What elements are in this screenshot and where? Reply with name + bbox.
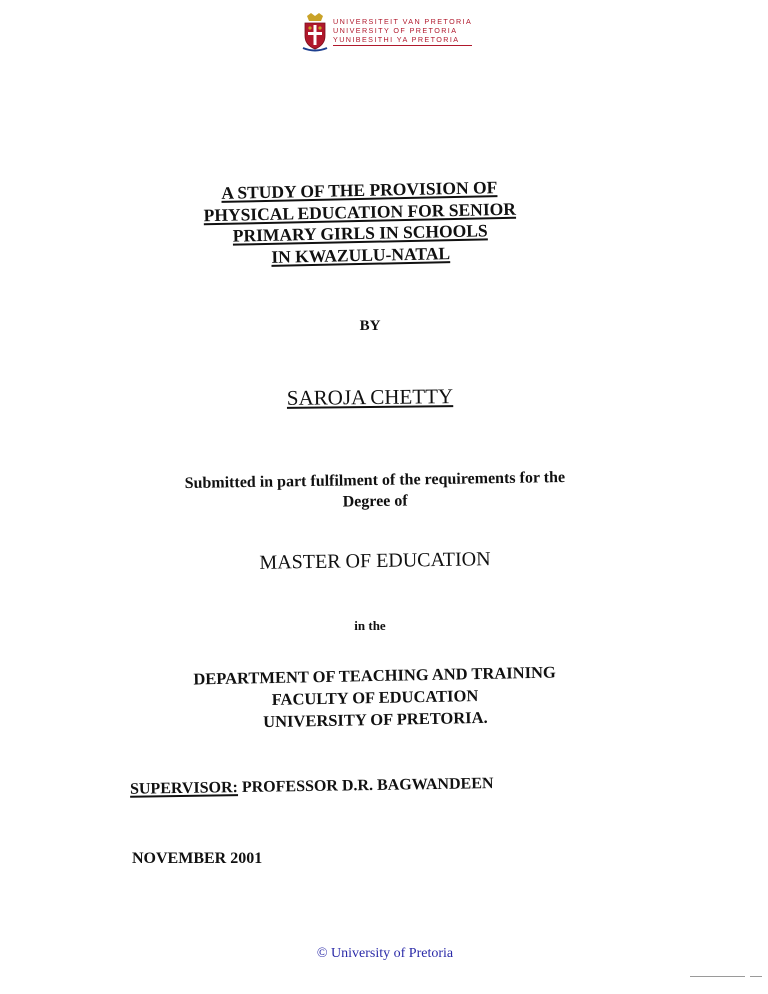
submission-line: Submitted in part fulfilment of the requirements for the — [184, 469, 566, 492]
department-line: DEPARTMENT OF TEACHING AND TRAINING — [193, 662, 556, 689]
thesis-title — [159, 176, 561, 270]
title-line: PHYSICAL EDUCATION FOR SENIOR — [203, 198, 517, 225]
department-line: UNIVERSITY OF PRETORIA. — [263, 707, 488, 732]
by-label: BY — [359, 318, 381, 334]
university-name-afrikaans: UNIVERSITEIT VAN PRETORIA — [333, 17, 473, 26]
university-name-sepedi: YUNIBESITHI YA PRETORIA — [333, 35, 472, 46]
department-block — [139, 660, 610, 735]
university-name-english: UNIVERSITY OF PRETORIA — [333, 26, 458, 35]
supervisor-line — [130, 773, 610, 799]
author-name — [240, 384, 500, 412]
author-name-text: SAROJA CHETTY — [286, 384, 454, 410]
degree-name: MASTER OF EDUCATION — [259, 548, 491, 574]
supervisor-label: SUPERVISOR: — [129, 779, 239, 798]
in-the-label: in the — [354, 618, 386, 633]
supervisor-name: PROFESSOR D.R. BAGWANDEEN — [241, 775, 494, 797]
title-line: IN KWAZULU-NATAL — [271, 242, 451, 267]
scan-artifact — [750, 976, 762, 977]
submission-line: Degree of — [342, 492, 408, 511]
department-line: FACULTY OF EDUCATION — [271, 686, 479, 709]
scan-artifact — [690, 976, 745, 977]
title-line: PRIMARY GIRLS IN SCHOOLS — [232, 220, 488, 246]
university-names — [333, 17, 472, 46]
submission-statement — [125, 466, 626, 516]
title-line: A STUDY OF THE PROVISION OF — [221, 177, 498, 203]
university-crest-icon — [301, 12, 329, 52]
copyright-notice: © University of Pretoria — [316, 946, 454, 961]
submission-date: NOVEMBER 2001 — [132, 850, 263, 867]
